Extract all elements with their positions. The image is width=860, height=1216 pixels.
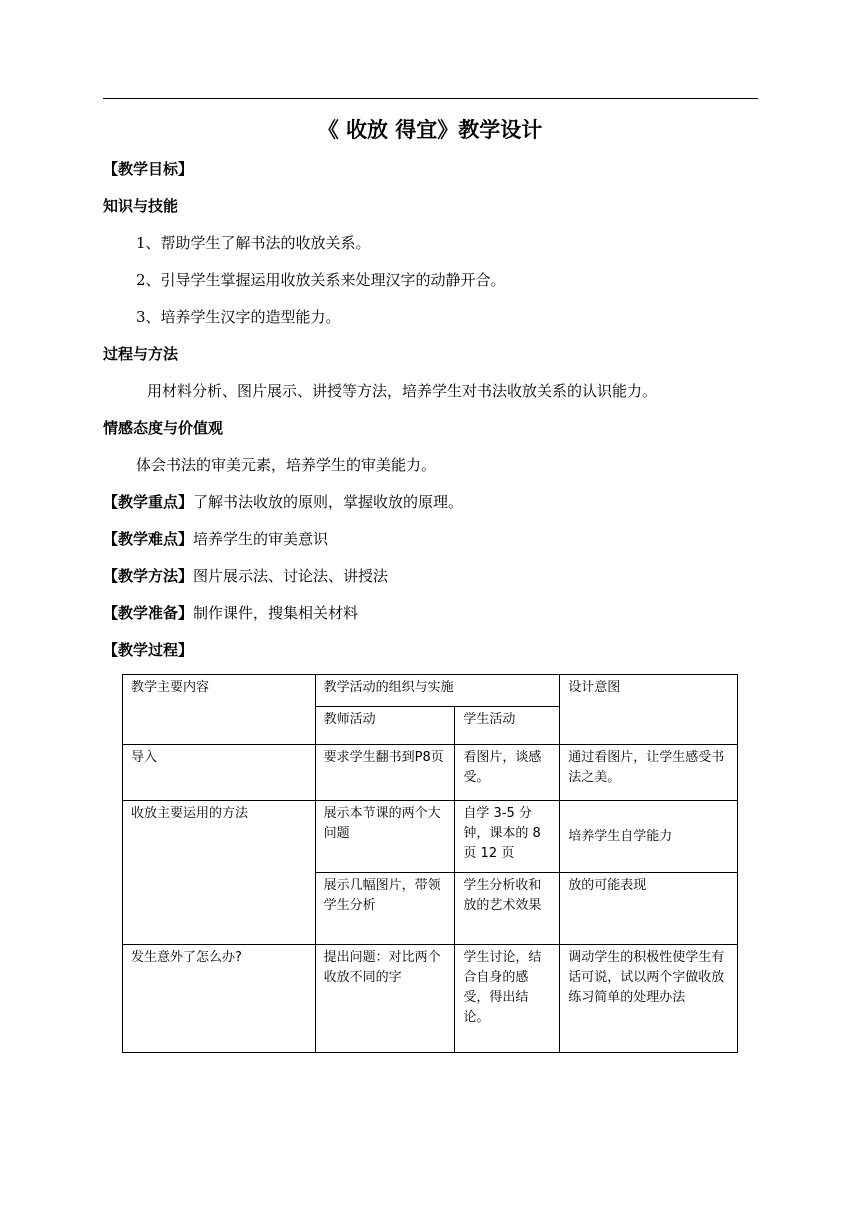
header-content: 教学主要内容 (123, 675, 316, 745)
table-row (123, 745, 738, 801)
objectives-heading: 【教学目标】 (103, 160, 194, 178)
header-teacher: 教师活动 (315, 707, 455, 745)
row-intent: 调动学生的积极性使学生有话可说，试以两个字做收放练习简单的处理办法 (560, 945, 738, 1053)
header-rule (103, 98, 758, 99)
table-header-row (123, 675, 738, 707)
preparation-text: 制作课件，搜集相关材料 (193, 604, 359, 622)
key-points (103, 491, 463, 513)
row-teacher: 要求学生翻书到P8页 (315, 745, 455, 801)
preparation (103, 602, 358, 624)
row-content: 导入 (123, 745, 316, 801)
methods-label: 【教学方法】 (103, 567, 194, 585)
row-intent: 通过看图片，让学生感受书法之美。 (560, 745, 738, 801)
header-activity: 教学活动的组织与实施 (315, 675, 560, 707)
knowledge-item-1: 1、帮助学生了解书法的收放关系。 (136, 234, 371, 252)
table-row (123, 945, 738, 1053)
methods-text: 图片展示法、讨论法、讲授法 (193, 567, 389, 585)
row-student: 学生分析收和放的艺术效果 (455, 873, 560, 945)
emotion-text: 体会书法的审美元素，培养学生的审美能力。 (136, 456, 437, 474)
difficulties-text: 培养学生的审美意识 (193, 530, 329, 548)
teaching-process-table (122, 674, 738, 1053)
row-content: 发生意外了怎么办? (123, 945, 316, 1053)
process-method-heading: 过程与方法 (103, 345, 179, 363)
row-student: 学生讨论，结合自身的感受，得出结论。 (455, 945, 560, 1053)
knowledge-item-2: 2、引导学生掌握运用收放关系来处理汉字的动静开合。 (136, 271, 506, 289)
emotion-heading: 情感态度与价值观 (103, 419, 224, 437)
row-teacher: 提出问题：对比两个收放不同的字 (315, 945, 455, 1053)
process-method-text: 用材料分析、图片展示、讲授等方法，培养学生对书法收放关系的认识能力。 (147, 382, 658, 400)
header-student: 学生活动 (455, 707, 560, 745)
row-intent: 放的可能表现 (560, 873, 738, 945)
row-student: 自学 3-5 分钟，课本的 8 页 12 页 (455, 801, 560, 873)
key-points-text: 了解书法收放的原则，掌握收放的原理。 (193, 493, 464, 511)
key-points-label: 【教学重点】 (103, 493, 194, 511)
row-teacher: 展示几幅图片，带领学生分析 (315, 873, 455, 945)
header-intent: 设计意图 (560, 675, 738, 745)
row-teacher: 展示本节课的两个大问题 (315, 801, 455, 873)
difficulties-label: 【教学难点】 (103, 530, 194, 548)
row-intent: 培养学生自学能力 (560, 801, 738, 873)
table-row (123, 801, 738, 873)
page-title: 《 收放 得宜》教学设计 (317, 118, 543, 142)
difficulties (103, 528, 328, 550)
process-heading: 【教学过程】 (103, 641, 194, 659)
methods (103, 565, 388, 587)
preparation-label: 【教学准备】 (103, 604, 194, 622)
row-student: 看图片，谈感受。 (455, 745, 560, 801)
row-content: 收放主要运用的方法 (123, 801, 316, 945)
knowledge-item-3: 3、培养学生汉字的造型能力。 (136, 308, 341, 326)
knowledge-heading: 知识与技能 (103, 197, 179, 215)
